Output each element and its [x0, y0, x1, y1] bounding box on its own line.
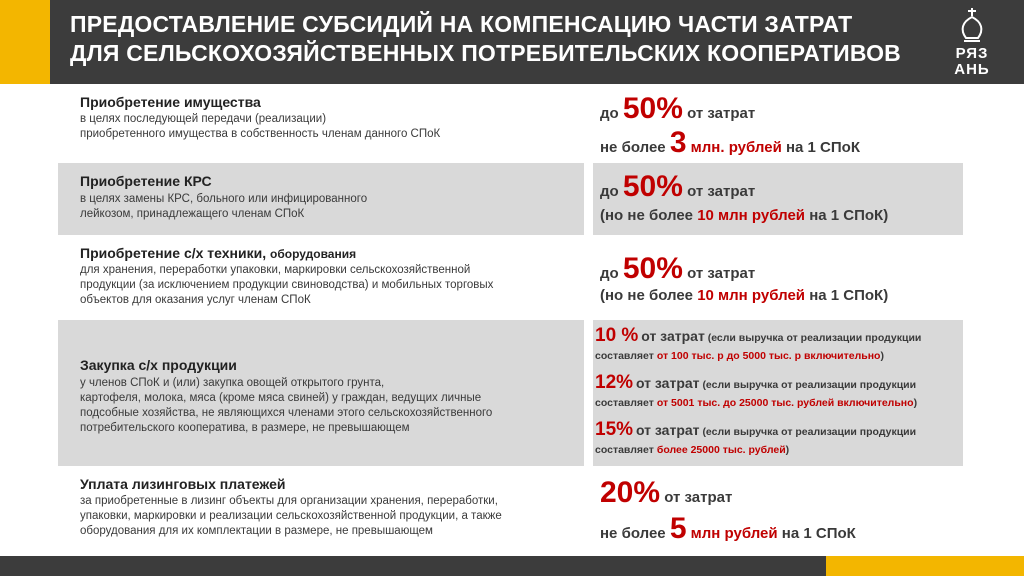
section-title-property: Приобретение имущества: [80, 94, 261, 110]
section-desc-property: в целях последующей передачи (реализации) приобретенного имущества в собственность членам данного СПоК: [80, 113, 441, 140]
page-title: [70, 10, 950, 68]
logo-text-line-1: РЯЗ: [955, 45, 989, 62]
section-desc-krs: в целях замены КРС, больного или инфицированного лейкозом, принадлежащего членам СПоК: [80, 193, 368, 220]
section-desc-purchase: у членов СПоК и (или) закупка овощей открытого грунта, картофеля, молока, мяса (кроме мяса свиней) у граждан, ведущих личные подсобные хозяйства, не являющихся членами этого сельскохозяйственного потребительского кооператива, в размере, не превышающем: [80, 377, 493, 434]
subsidy-cap-leasing: не более 5 млн рублей на 1 СПоК: [600, 512, 856, 545]
section-title-leasing: Уплата лизинговых платежей: [80, 476, 286, 492]
footer-accent-bar: [826, 556, 1024, 576]
page-title-line-2: ДЛЯ СЕЛЬСКОХОЗЯЙСТВЕННЫХ ПОТРЕБИТЕЛЬСКИХ КООПЕРАТИВОВ: [70, 40, 901, 66]
logo-text-line-2: АНЬ: [954, 61, 990, 78]
section-title-machinery: Приобретение с/х техники, оборудования: [80, 245, 357, 261]
subsidy-cap-property: не более 3 млн. рублей на 1 СПоК: [600, 126, 860, 159]
subsidy-rate-machinery: до 50% от затрат: [600, 252, 756, 285]
subsidy-rate-leasing: 20% от затрат: [600, 476, 733, 509]
page-title-line-1: ПРЕДОСТАВЛЕНИЕ СУБСИДИЙ НА КОМПЕНСАЦИЮ ЧАСТИ ЗАТРАТ: [70, 11, 853, 37]
section-title-purchase: Закупка с/х продукции: [80, 357, 237, 373]
subsidy-cap-machinery: (но не более 10 млн рублей на 1 СПоК): [600, 287, 889, 304]
purchase-tier-10: 10 % от затрат (если выручка от реализации продукции составляет от 100 тыс. р до 5000 тыс. р включительно): [595, 325, 922, 362]
section-desc-leasing: за приобретенные в лизинг объекты для организации хранения, переработки, упаковки, маркировки и реализации сельскохозяйственной продукции, а также оборудования для их комплектации в размере, не превышающем: [80, 495, 502, 537]
purchase-tier-15: 15% от затрат (если выручка от реализации продукции составляет более 25000 тыс. рублей): [595, 419, 917, 456]
header-accent-bar: [0, 0, 50, 84]
ryazan-logo: [944, 6, 1000, 80]
subsidy-rate-krs: до 50% от затрат: [600, 170, 756, 203]
section-title-krs: Приобретение КРС: [80, 173, 212, 189]
subsidy-cap-krs: (но не более 10 млн рублей на 1 СПоК): [600, 207, 889, 224]
subsidy-rate-property: до 50% от затрат: [600, 92, 756, 125]
kremlin-dome-icon: [944, 6, 1000, 46]
section-desc-machinery: для хранения, переработки упаковки, маркировки сельскохозяйственной продукции (за исключением продукции свиноводства) и мобильных торговых объектов для оказания услуг членам СПоК: [80, 264, 494, 306]
purchase-tier-12: 12% от затрат (если выручка от реализации продукции составляет от 5001 тыс. до 25000 тыс. рублей включительно): [595, 372, 918, 409]
